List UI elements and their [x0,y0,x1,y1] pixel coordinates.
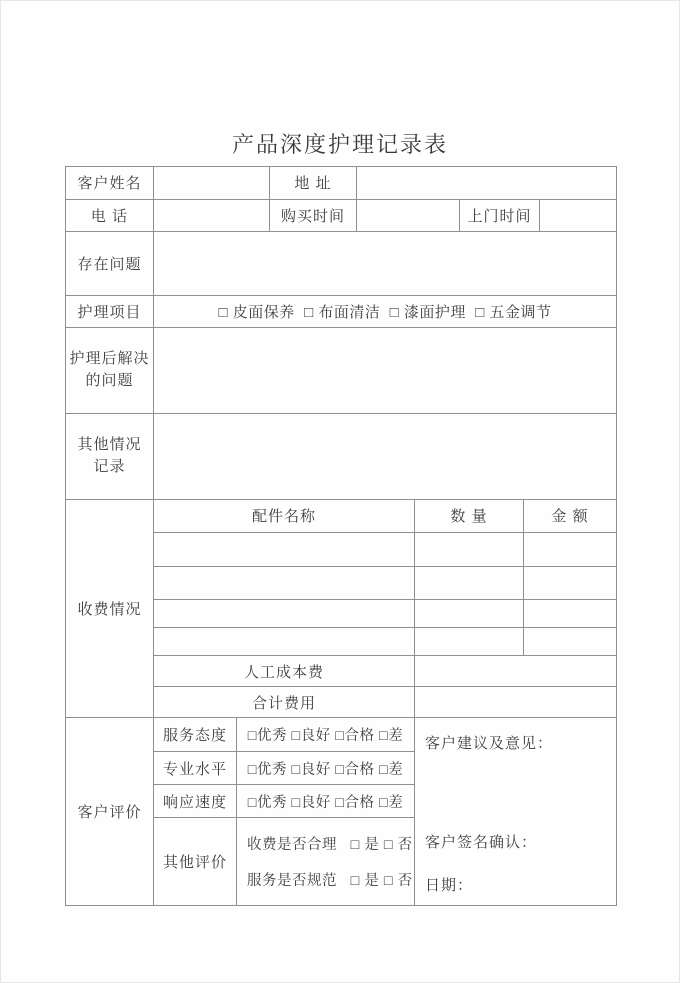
form-title: 产品深度护理记录表 [231,132,448,157]
care-items-options: □ 皮面保养 □ 布面清洁 □ 漆面护理 □ 五金调节 [218,304,552,322]
evaluation-row-other [154,818,414,905]
fees-empty-row [154,600,616,629]
service-standard-options: 服务是否规范 □ 是 □ 否 [247,873,413,890]
part-name-cell [154,600,415,628]
address-value-cell [357,167,616,199]
evaluation-section [66,718,616,905]
fees-empty-row [154,628,616,656]
row-care-items [66,296,616,328]
labor-cost-row [154,656,616,687]
quantity-cell [415,567,524,599]
visit-time-label: 上门时间 [460,200,540,231]
labor-cost-value-cell [415,656,616,686]
purchase-time-label: 购买时间 [270,200,357,231]
other-records-label-line2: 记录 [93,458,126,476]
response-speed-label: 响应速度 [154,785,237,817]
solved-problems-label-line2: 的问题 [85,372,134,390]
amount-cell [524,567,616,599]
phone-value-cell [154,200,270,231]
fees-col-quantity: 数 量 [415,500,524,532]
total-cost-value-cell [415,687,616,717]
response-speed-options: □优秀 □良好 □合格 □差 [247,794,404,811]
total-cost-row [154,687,616,717]
form-table [65,166,617,906]
professional-level-options: □优秀 □良好 □合格 □差 [247,761,404,778]
fees-section [66,500,616,718]
row-other-records [66,414,616,500]
care-items-label: 护理项目 [66,296,154,327]
customer-name-label: 客户姓名 [66,167,154,199]
address-label: 地 址 [270,167,357,199]
existing-problems-value-cell [154,232,616,296]
professional-level-label: 专业水平 [154,752,237,784]
row-solved-problems [66,328,616,413]
other-records-value-cell [154,414,616,499]
part-name-cell [154,567,415,599]
row-customer-address [66,167,616,200]
amount-cell [524,628,616,655]
fees-label: 收费情况 [66,500,154,717]
labor-cost-label: 人工成本费 [154,656,415,686]
part-name-cell [154,533,415,566]
customer-suggestions-label: 客户建议及意见： [425,735,554,753]
fees-empty-row [154,567,616,600]
fees-col-amount: 金 额 [551,508,589,526]
fees-header-row [154,500,616,533]
other-records-label-line1: 其他情况 [77,435,142,453]
fees-subtable [154,500,616,717]
quantity-cell [415,628,524,655]
row-phone-times [66,200,616,232]
other-evaluation-options [237,818,414,905]
service-attitude-label: 服务态度 [154,718,237,751]
service-attitude-options: □优秀 □良好 □合格 □差 [247,728,404,745]
existing-problems-label: 存在问题 [66,232,154,296]
evaluation-subtable [154,718,415,905]
phone-label: 电 话 [66,200,154,231]
evaluation-row-response [154,785,414,818]
total-cost-label: 合计费用 [154,687,415,717]
evaluation-right-panel [415,718,616,905]
evaluation-row-professional [154,752,414,785]
other-evaluation-label: 其他评价 [154,818,237,905]
quantity-cell [415,533,524,566]
purchase-time-value-cell [357,200,460,231]
solved-problems-value-cell [154,328,616,412]
quantity-cell [415,600,524,628]
fees-empty-row [154,533,616,567]
row-existing-problems [66,232,616,297]
other-records-label [66,414,154,499]
customer-signature-label: 客户签名确认： [425,834,538,852]
part-name-cell [154,628,415,655]
evaluation-row-attitude [154,718,414,752]
amount-cell [524,533,616,566]
customer-name-value-cell [154,167,270,199]
evaluation-label: 客户评价 [66,718,154,905]
date-label: 日期： [425,877,474,895]
solved-problems-label [66,328,154,412]
solved-problems-label-line1: 护理后解决 [69,349,150,367]
visit-time-value-cell [540,200,616,231]
amount-cell [524,600,616,628]
fees-col-part-name: 配件名称 [154,500,415,532]
charge-reasonable-options: 收费是否合理 □ 是 □ 否 [247,837,413,854]
